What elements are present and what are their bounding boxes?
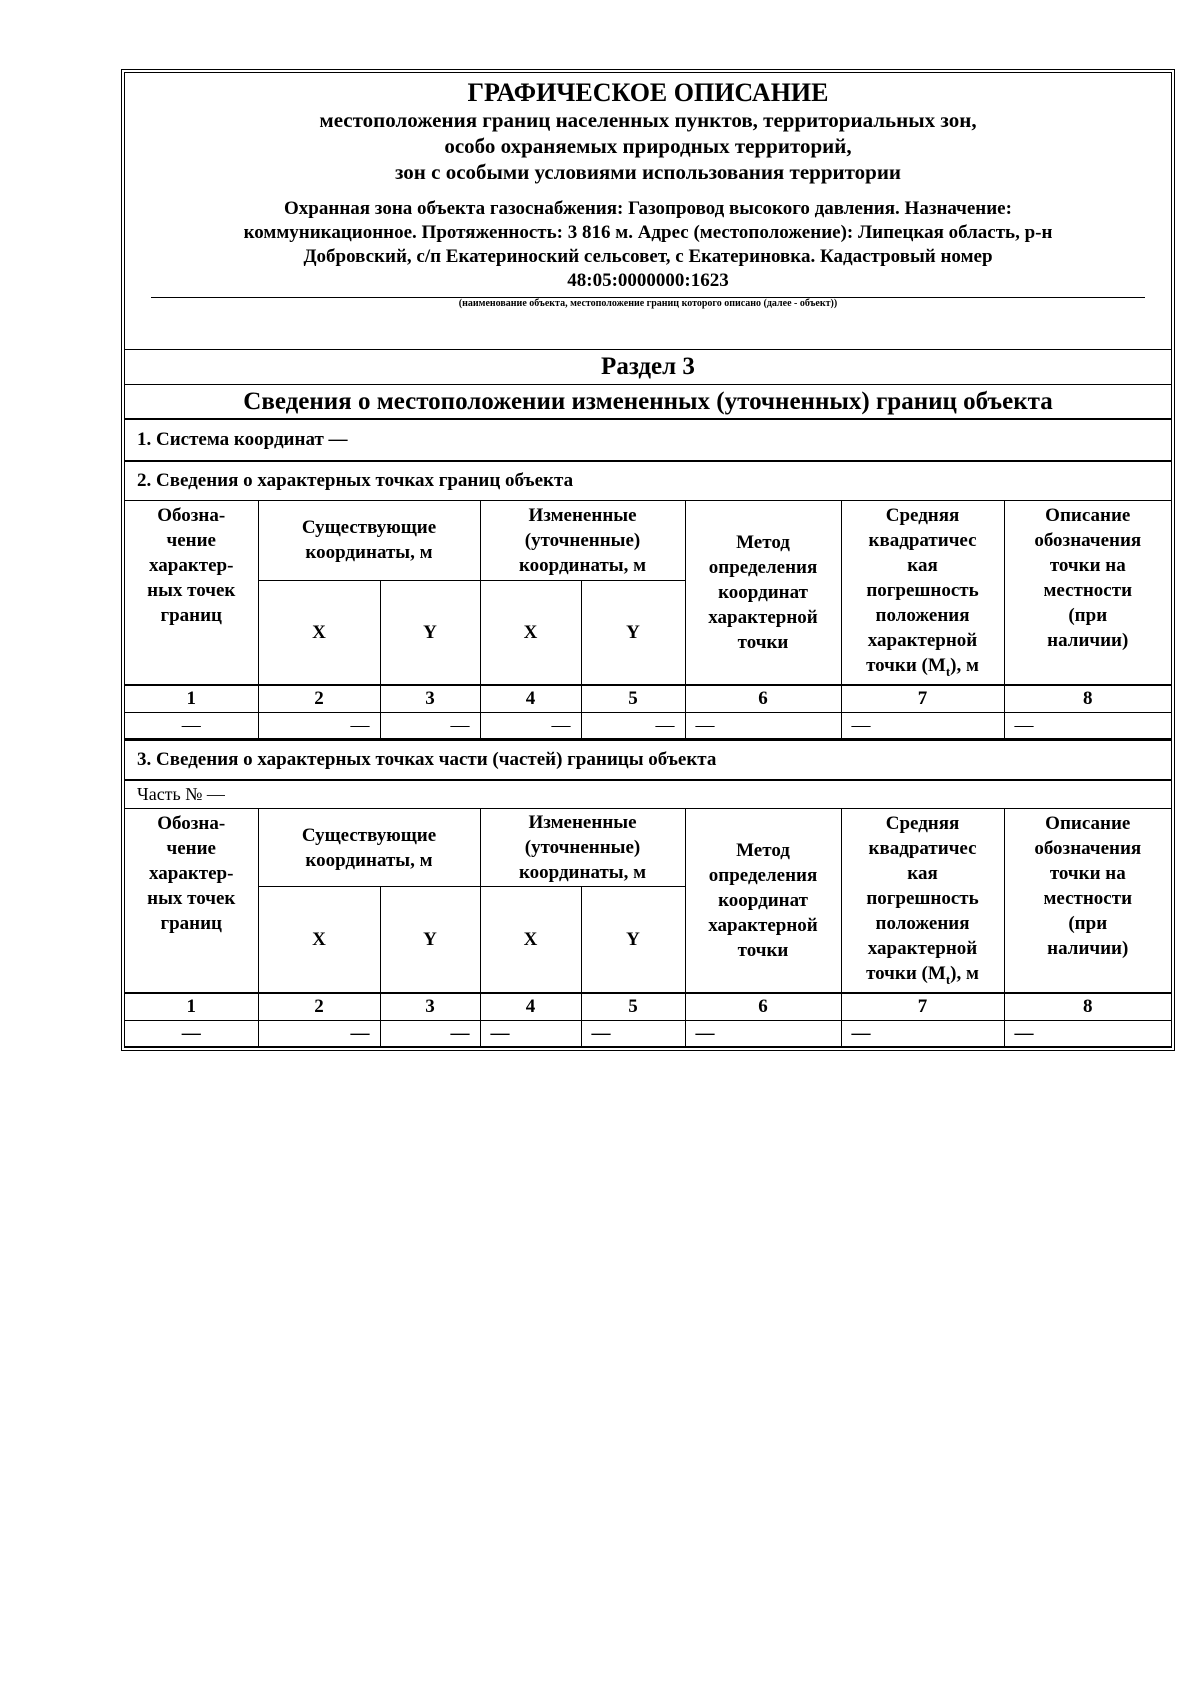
col-header-description: Описание обозначения точки на местности (при наличии): [1004, 809, 1171, 993]
col-header-changed-coords: Измененные (уточненные) координаты, м: [480, 809, 685, 887]
section-title: Сведения о местоположении измененных (уточненных) границ объекта: [125, 385, 1171, 420]
object-line: коммуникационное. Протяженность: 3 816 м. Адрес (местоположение): Липецкая область, р-н: [243, 222, 1053, 243]
subtitle-line: особо охраняемых природных территорий,: [444, 134, 852, 158]
empty-cell: —: [258, 712, 380, 738]
col-header-changed-coords: Измененные (уточненные) координаты, м: [480, 501, 685, 580]
column-number: 5: [581, 685, 685, 713]
object-line: Добровский, с/п Екатериноский сельсовет, с Екатериновка. Кадастровый номер: [303, 246, 993, 267]
col-header-y: Y: [380, 580, 480, 685]
empty-cell: —: [125, 1020, 258, 1046]
document-title: ГРАФИЧЕСКОЕ ОПИСАНИЕ: [467, 78, 829, 107]
col-header-x: X: [480, 887, 581, 993]
points-section-label: 2. Сведения о характерных точках границ объекта: [125, 462, 1171, 501]
subtitle-line: зон с особыми условиями использования территории: [394, 160, 902, 184]
column-number: 8: [1004, 685, 1171, 713]
empty-cell: —: [380, 712, 480, 738]
column-number: 4: [480, 993, 581, 1021]
coordinate-system-label: 1. Система координат —: [125, 420, 1171, 462]
cadastral-number: 48:05:0000000:1623: [567, 270, 729, 291]
empty-cell: —: [480, 1020, 581, 1046]
column-number: 4: [480, 685, 581, 713]
col-header-method: Метод определения координат характерной точки: [685, 809, 841, 993]
empty-cell: —: [685, 712, 841, 738]
empty-cell: —: [125, 712, 258, 738]
column-number: 7: [841, 685, 1004, 713]
part-number-label: Часть № —: [125, 781, 1171, 809]
empty-cell: —: [258, 1020, 380, 1046]
empty-cell: —: [841, 712, 1004, 738]
col-header-x: X: [258, 887, 380, 993]
empty-cell: —: [581, 712, 685, 738]
object-line: Охранная зона объекта газоснабжения: Газопровод высокого давления. Назначение:: [284, 198, 1012, 219]
column-numbers-row: [125, 685, 1171, 713]
col-header-designation: Обозна- чение характер- ных точек границ: [125, 809, 258, 993]
col-header-description: Описание обозначения точки на местности (при наличии): [1004, 501, 1171, 685]
column-number: 1: [125, 993, 258, 1021]
col-header-existing-coords: Существующие координаты, м: [258, 501, 480, 580]
empty-cell: —: [1004, 1020, 1171, 1046]
col-header-error: Средняя квадратичес кая погрешность положения характерной точки $(M_t)$, м: [841, 501, 1004, 685]
col-header-y: Y: [581, 887, 685, 993]
table-row: [125, 712, 1171, 738]
column-number: 6: [685, 993, 841, 1021]
object-description: [165, 197, 1131, 293]
empty-cell: —: [581, 1020, 685, 1046]
col-header-error: Средняя квадратичес кая погрешность положения характерной точки $(M_t)$, м: [841, 809, 1004, 993]
subtitle-line: местоположения границ населенных пунктов, территориальных зон,: [319, 108, 977, 132]
table-row: [125, 1020, 1171, 1046]
col-header-method: Метод определения координат характерной точки: [685, 501, 841, 685]
parts-table: [125, 809, 1171, 1047]
empty-cell: —: [480, 712, 581, 738]
col-header-y: Y: [581, 580, 685, 685]
col-header-existing-coords: Существующие координаты, м: [258, 809, 480, 887]
column-number: 3: [380, 993, 480, 1021]
parts-section-label: 3. Сведения о характерных точках части (частей) границы объекта: [125, 739, 1171, 781]
column-numbers-row: [125, 993, 1171, 1021]
col-header-x: X: [258, 580, 380, 685]
empty-cell: —: [1004, 712, 1171, 738]
column-number: 1: [125, 685, 258, 713]
document-frame: [124, 72, 1172, 1048]
document-header: [125, 79, 1171, 350]
column-number: 2: [258, 993, 380, 1021]
col-header-y: Y: [380, 887, 480, 993]
object-caption: (наименование объекта, местоположение границ которого описано (далее - объект)): [458, 298, 838, 309]
empty-cell: —: [380, 1020, 480, 1046]
column-number: 7: [841, 993, 1004, 1021]
column-number: 5: [581, 993, 685, 1021]
column-number: 2: [258, 685, 380, 713]
col-header-x: X: [480, 580, 581, 685]
column-number: 3: [380, 685, 480, 713]
empty-cell: —: [841, 1020, 1004, 1046]
empty-cell: —: [685, 1020, 841, 1046]
points-table: [125, 501, 1171, 739]
column-number: 6: [685, 685, 841, 713]
column-number: 8: [1004, 993, 1171, 1021]
col-header-designation: Обозна- чение характер- ных точек границ: [125, 501, 258, 685]
section-number: Раздел 3: [125, 350, 1171, 385]
